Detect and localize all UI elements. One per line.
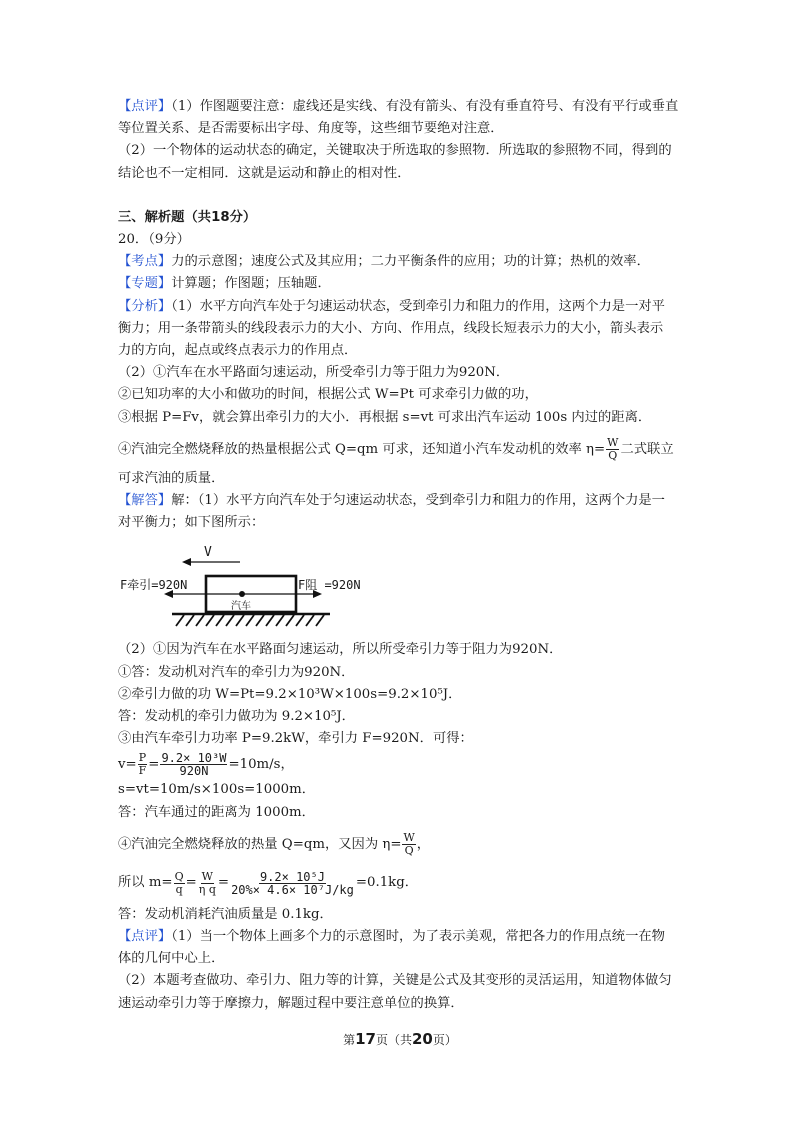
comment2-line bbox=[118, 926, 684, 948]
comment2-line: （2）本题考查做功、牵引力、阻力等的计算，关键是公式及其变形的灵活运用，知道物体做匀 bbox=[118, 973, 672, 989]
solution-line: （2）①因为汽车在水平路面匀速运动，所以所受牵引力等于阻力为920N． bbox=[118, 642, 563, 658]
car-label: 汽车 bbox=[231, 601, 251, 613]
solution-line: 答：发动机的牵引力做功为 9.2×10⁵J． bbox=[118, 709, 355, 725]
zhuanti-line bbox=[118, 273, 684, 295]
comment-block bbox=[118, 96, 684, 118]
kaodian-text: 力的示意图；速度公式及其应用；二力平衡条件的应用；功的计算；热机的效率． bbox=[171, 254, 650, 270]
velocity-arrowhead bbox=[182, 558, 191, 566]
solution-line: 答：发动机消耗汽油质量是 0.1kg． bbox=[118, 906, 333, 922]
mass-fraction-3 bbox=[230, 871, 355, 896]
analysis-text: （1）水平方向汽车处于匀速运动状态，受到牵引力和阻力的作用，这两个力是一对平 bbox=[171, 298, 665, 314]
force-diagram bbox=[120, 540, 361, 635]
comment2-line: 速运动牵引力等于摩擦力，解题过程中要注意单位的换算． bbox=[118, 995, 464, 1011]
analysis-line: 可求汽油的质量． bbox=[118, 470, 225, 486]
mass-fraction-1 bbox=[174, 871, 185, 896]
solution-tag: 【解答】 bbox=[118, 493, 172, 509]
analysis-text: 二式联立 bbox=[620, 441, 674, 457]
analysis-line: 衡力；用一条带箭头的线段表示力的大小、方向、作用点，线段长短表示力的大小，箭头表示 bbox=[118, 320, 664, 336]
footer-text: 页（共 bbox=[375, 1033, 412, 1047]
solution-line: 对平衡力；如下图所示： bbox=[118, 515, 265, 531]
solution-line: ③由汽车牵引力功率 P=9.2kW，牵引力 F=920N．可得： bbox=[118, 731, 473, 747]
resistance-force-label: F阻 =920N bbox=[298, 578, 361, 593]
comment-line: 等位置关系、是否需要标出字母、角度等，这些细节要绝对注意． bbox=[118, 121, 504, 137]
comment-line: （1）作图题要注意：虚线还是实线、有没有箭头、有没有垂直符号、有没有平行或垂直 bbox=[171, 99, 679, 114]
velocity-label: V bbox=[204, 545, 212, 561]
traction-force-label: F牵引=920N bbox=[120, 578, 188, 593]
analysis-line: ③根据 P=Fv，就会算出牵引力的大小．再根据 s=vt 可求出汽车运动 100s 内过的距离． bbox=[118, 409, 652, 425]
analysis-line bbox=[118, 296, 684, 318]
fraction-numerator: W bbox=[403, 830, 415, 844]
efficiency-fraction bbox=[402, 832, 415, 857]
kaodian-line bbox=[118, 251, 684, 273]
document-page bbox=[118, 96, 684, 1015]
comment-line: 结论也不一定相同．这就是运动和静止的相对性． bbox=[118, 165, 411, 181]
fraction-numerator: 9.2× 10³W bbox=[161, 751, 227, 766]
kaodian-tag: 【考点】 bbox=[118, 254, 172, 270]
fraction-denominator: q bbox=[175, 882, 183, 896]
fraction-numerator: W bbox=[607, 435, 619, 449]
analysis-line: （2）①汽车在水平路面匀速运动，所受牵引力等于阻力为920N． bbox=[118, 365, 510, 381]
comment2-text: （1）当一个物体上画多个力的示意图时，为了表示美观，常把各力的作用点统一在物 bbox=[171, 929, 665, 945]
page-footer bbox=[0, 1030, 800, 1048]
fraction-denominator: 920N bbox=[179, 764, 209, 779]
comment2-tag: 【点评】 bbox=[118, 929, 172, 945]
efficiency-line bbox=[118, 832, 684, 857]
fraction-denominator: F bbox=[138, 764, 147, 778]
zhuanti-text: 计算题；作图题；压轴题． bbox=[171, 276, 331, 292]
velocity-fraction-1 bbox=[138, 752, 148, 777]
equation-text: 所以 m= bbox=[118, 875, 173, 891]
equation-text: v= bbox=[118, 756, 137, 772]
fraction-numerator: P bbox=[138, 751, 147, 765]
comment-line: （2）一个物体的运动状态的确定，关键取决于所选取的参照物．所选取的参照物不同，得到的 bbox=[118, 143, 672, 159]
total-page-number: 20 bbox=[412, 1030, 433, 1048]
analysis-formula-line bbox=[118, 437, 684, 462]
analysis-text: ④汽油完全燃烧释放的热量根据公式 Q=qm 可求，还知道小汽车发动机的效率 η= bbox=[118, 441, 606, 457]
equation-text: = bbox=[185, 875, 197, 891]
fraction-numerator: Q bbox=[174, 869, 184, 883]
solution-line: ②牵引力做的功 W=Pt=9.2×10³W×100s=9.2×10⁵J． bbox=[118, 686, 462, 702]
question-number: 20．（9分） bbox=[118, 232, 190, 248]
footer-text: 页） bbox=[432, 1033, 457, 1047]
section-title: 三、解析题（共18分） bbox=[118, 209, 257, 225]
comment-tag: 【点评】 bbox=[118, 99, 172, 114]
analysis-tag: 【分析】 bbox=[118, 298, 172, 314]
current-page-number: 17 bbox=[355, 1030, 376, 1048]
fraction-numerator: 9.2× 10⁵J bbox=[259, 869, 325, 884]
solution-line: ①答：发动机对汽车的牵引力为920N． bbox=[118, 664, 355, 680]
velocity-fraction-2 bbox=[160, 752, 227, 777]
solution-text: ， bbox=[416, 836, 431, 852]
solution-line bbox=[118, 490, 684, 512]
fraction-denominator: 20%× 4.6× 10⁷J/kg bbox=[231, 882, 354, 897]
efficiency-fraction bbox=[606, 437, 619, 462]
analysis-line: ②已知功率的大小和做功的时间，根据公式 W=Pt 可求牵引力做的功， bbox=[118, 387, 538, 403]
solution-text: ④汽油完全燃烧释放的热量 Q=qm，又因为 η= bbox=[118, 836, 402, 852]
comment2-line: 体的几何中心上． bbox=[118, 951, 225, 967]
mass-fraction-2 bbox=[198, 871, 217, 896]
zhuanti-tag: 【专题】 bbox=[118, 276, 172, 292]
velocity-equation bbox=[118, 752, 684, 777]
equation-text: = bbox=[148, 756, 160, 772]
fraction-numerator: W bbox=[201, 869, 213, 883]
equation-text: = bbox=[217, 875, 230, 891]
solution-line: s=vt=10m/s×100s=1000m． bbox=[118, 782, 316, 798]
mass-equation bbox=[118, 871, 684, 896]
solution-line: 答：汽车通过的距离为 1000m． bbox=[118, 804, 315, 820]
equation-text: =10m/s， bbox=[228, 756, 294, 772]
footer-text: 第 bbox=[343, 1033, 356, 1047]
equation-text: =0.1kg． bbox=[355, 875, 419, 891]
analysis-line: 力的方向，起点或终点表示力的作用点． bbox=[118, 343, 358, 359]
solution-text: 解：（1）水平方向汽车处于匀速运动状态，受到牵引力和阻力的作用，这两个力是一 bbox=[171, 493, 665, 509]
fraction-denominator: η q bbox=[198, 882, 216, 896]
fraction-denominator: Q bbox=[404, 843, 414, 857]
fraction-denominator: Q bbox=[608, 448, 618, 462]
